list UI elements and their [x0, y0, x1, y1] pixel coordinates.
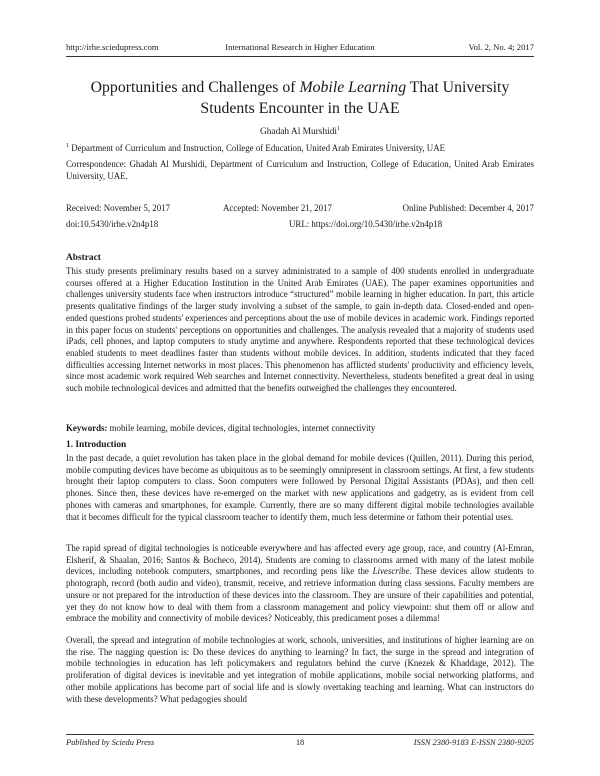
dates-row	[66, 203, 534, 215]
doi[interactable]: doi:10.5430/irhe.v2n4p18	[66, 219, 159, 229]
intro-paragraph-3: Overall, the spread and integration of mobile technologies at work, schools, universities, and institutions of higher learning are on the rise. The nagging question is: Do these devices do anything to learning? In fact, the surge in the spread and integration of mobile technologies in education has left policymakers and regulators behind the curve (Knezek & Khaddage, 2012). The proliferation of digital devices is inevitable and yet integration of mobile applications, mobile social networking platforms, and other mobile applications has become part of social life and is slowly overtaking teaching and learning. What can instructors do with these developments? What pedagogies should	[66, 635, 534, 704]
volume-info: Vol. 2, No. 4; 2017	[468, 42, 534, 52]
doi-row	[66, 219, 534, 231]
abstract-heading: Abstract	[66, 253, 101, 263]
journal-name: International Research in Higher Education	[225, 42, 375, 52]
intro-paragraph-1: In the past decade, a quiet revolution has taken place in the global demand for mobile devices (Quillen, 2011). During this period, mobile computing devices have become as ubiquitous as to be seemingly omnipresent in classroom settings. At first, a few students brought their laptop computers to class. Soon computers were followed by Personal Digital Assistants (PDAs), and then cell phones. Since then, these devices have re-emerged on the market with new applications and gadgetry, as is evident from cell phones with cameras and smartphones, for example. Currently, there are so many different digital mobile technologies available that it becomes difficult for the typical classroom teacher to identify them, much less determine or fathom their potential uses.	[66, 453, 534, 522]
author-name: Ghadah Al Murshidi	[259, 127, 338, 137]
keywords-label: Keywords:	[66, 423, 108, 433]
received-date: Received: November 5, 2017	[66, 203, 171, 213]
intro-paragraph-2: The rapid spread of digital technologies is noticeable everywhere and has affected every age group, race, and country (Al-Emran, Elsherif, & Shaalan, 2016; Santos & Bocheco, 2014). Students are coming to classrooms armed with many of the latest mobile devices, including notebook computers, smartphones, and recording pens like the Livescribe. These devices allow students to photograph, record (both audio and video), transmit, receive, and retrieve information during class sessions. Faculty members are unsure or not prepared for the introduction of these devices into the classroom. They are unsure of their capabilities and potential, yet they do not know how to deal with them from a classroom management and policy viewpoint: shut them off or allow and embrace the mobility and connectivity of mobile devices? Noticeably, this predicament poses a dilemma!	[66, 543, 534, 624]
accepted-date: Accepted: November 21, 2017	[223, 203, 332, 213]
online-date: Online Published: December 4, 2017	[402, 203, 534, 213]
issn: ISSN 2380-9183 E-ISSN 2380-9205	[413, 738, 534, 747]
running-header	[66, 42, 534, 57]
page-number: 18	[295, 738, 305, 747]
abstract-text: This study presents preliminary results based on a survey administrated to a sample of 400 students enrolled in undergraduate courses offered at a Higher Education Institution in the United Arab Emirates (UAE). The paper examines opportunities and challenges university students face when instructors introduce “structured” mobile learning in higher education. In part, this article presents qualitative findings of the larger study involving a subset of the sample, to gain in-depth data. Closed-ended and open-ended questions probed students' experiences and perceptions about the use of mobile devices in academic work. Findings reported in this paper focus on students' perceptions on opportunities and challenges. The analysis revealed that a majority of students used iPads, cell phones, and laptop computers to study anytime and anywhere. Respondents reported that these technological devices enabled students to meet deadlines faster than students without mobile devices. In addition, students indicated that they faced difficulties accessing Internet networks in most places. This phenomenon has afflicted students' productivity and efficiency levels, since most academic work required Web searches and Internet connectivity. Nevertheless, students benefited a great deal in using such mobile technological devices and admitted that the benefits outweighed the challenges they encountered.	[66, 266, 534, 394]
keywords-text: mobile learning, mobile devices, digital technologies, internet connectivity	[107, 423, 376, 433]
correspondence: Correspondence: Ghadah Al Murshidi, Department of Curriculum and Instruction, College of Education, United Arab Emirates University, UAE.	[66, 159, 534, 181]
author-line	[0, 127, 600, 137]
intro-heading: 1. Introduction	[66, 440, 127, 450]
author-sup: 1	[337, 125, 341, 132]
affiliation: $^1$ Department of Curriculum and Instruction, College of Education, United Arab Emirates University, UAE	[66, 143, 446, 153]
paper-title: Opportunities and Challenges of Mobile Learning That University Students Encounter in the UAE	[90, 79, 510, 117]
keywords	[66, 423, 534, 435]
page-footer	[66, 734, 534, 750]
publisher: Published by Sciedu Press	[66, 738, 155, 747]
doi-url[interactable]: URL: https://doi.org/10.5430/irhe.v2n4p18	[289, 219, 443, 229]
journal-url[interactable]: http://irhe.sciedupress.com	[66, 42, 159, 52]
